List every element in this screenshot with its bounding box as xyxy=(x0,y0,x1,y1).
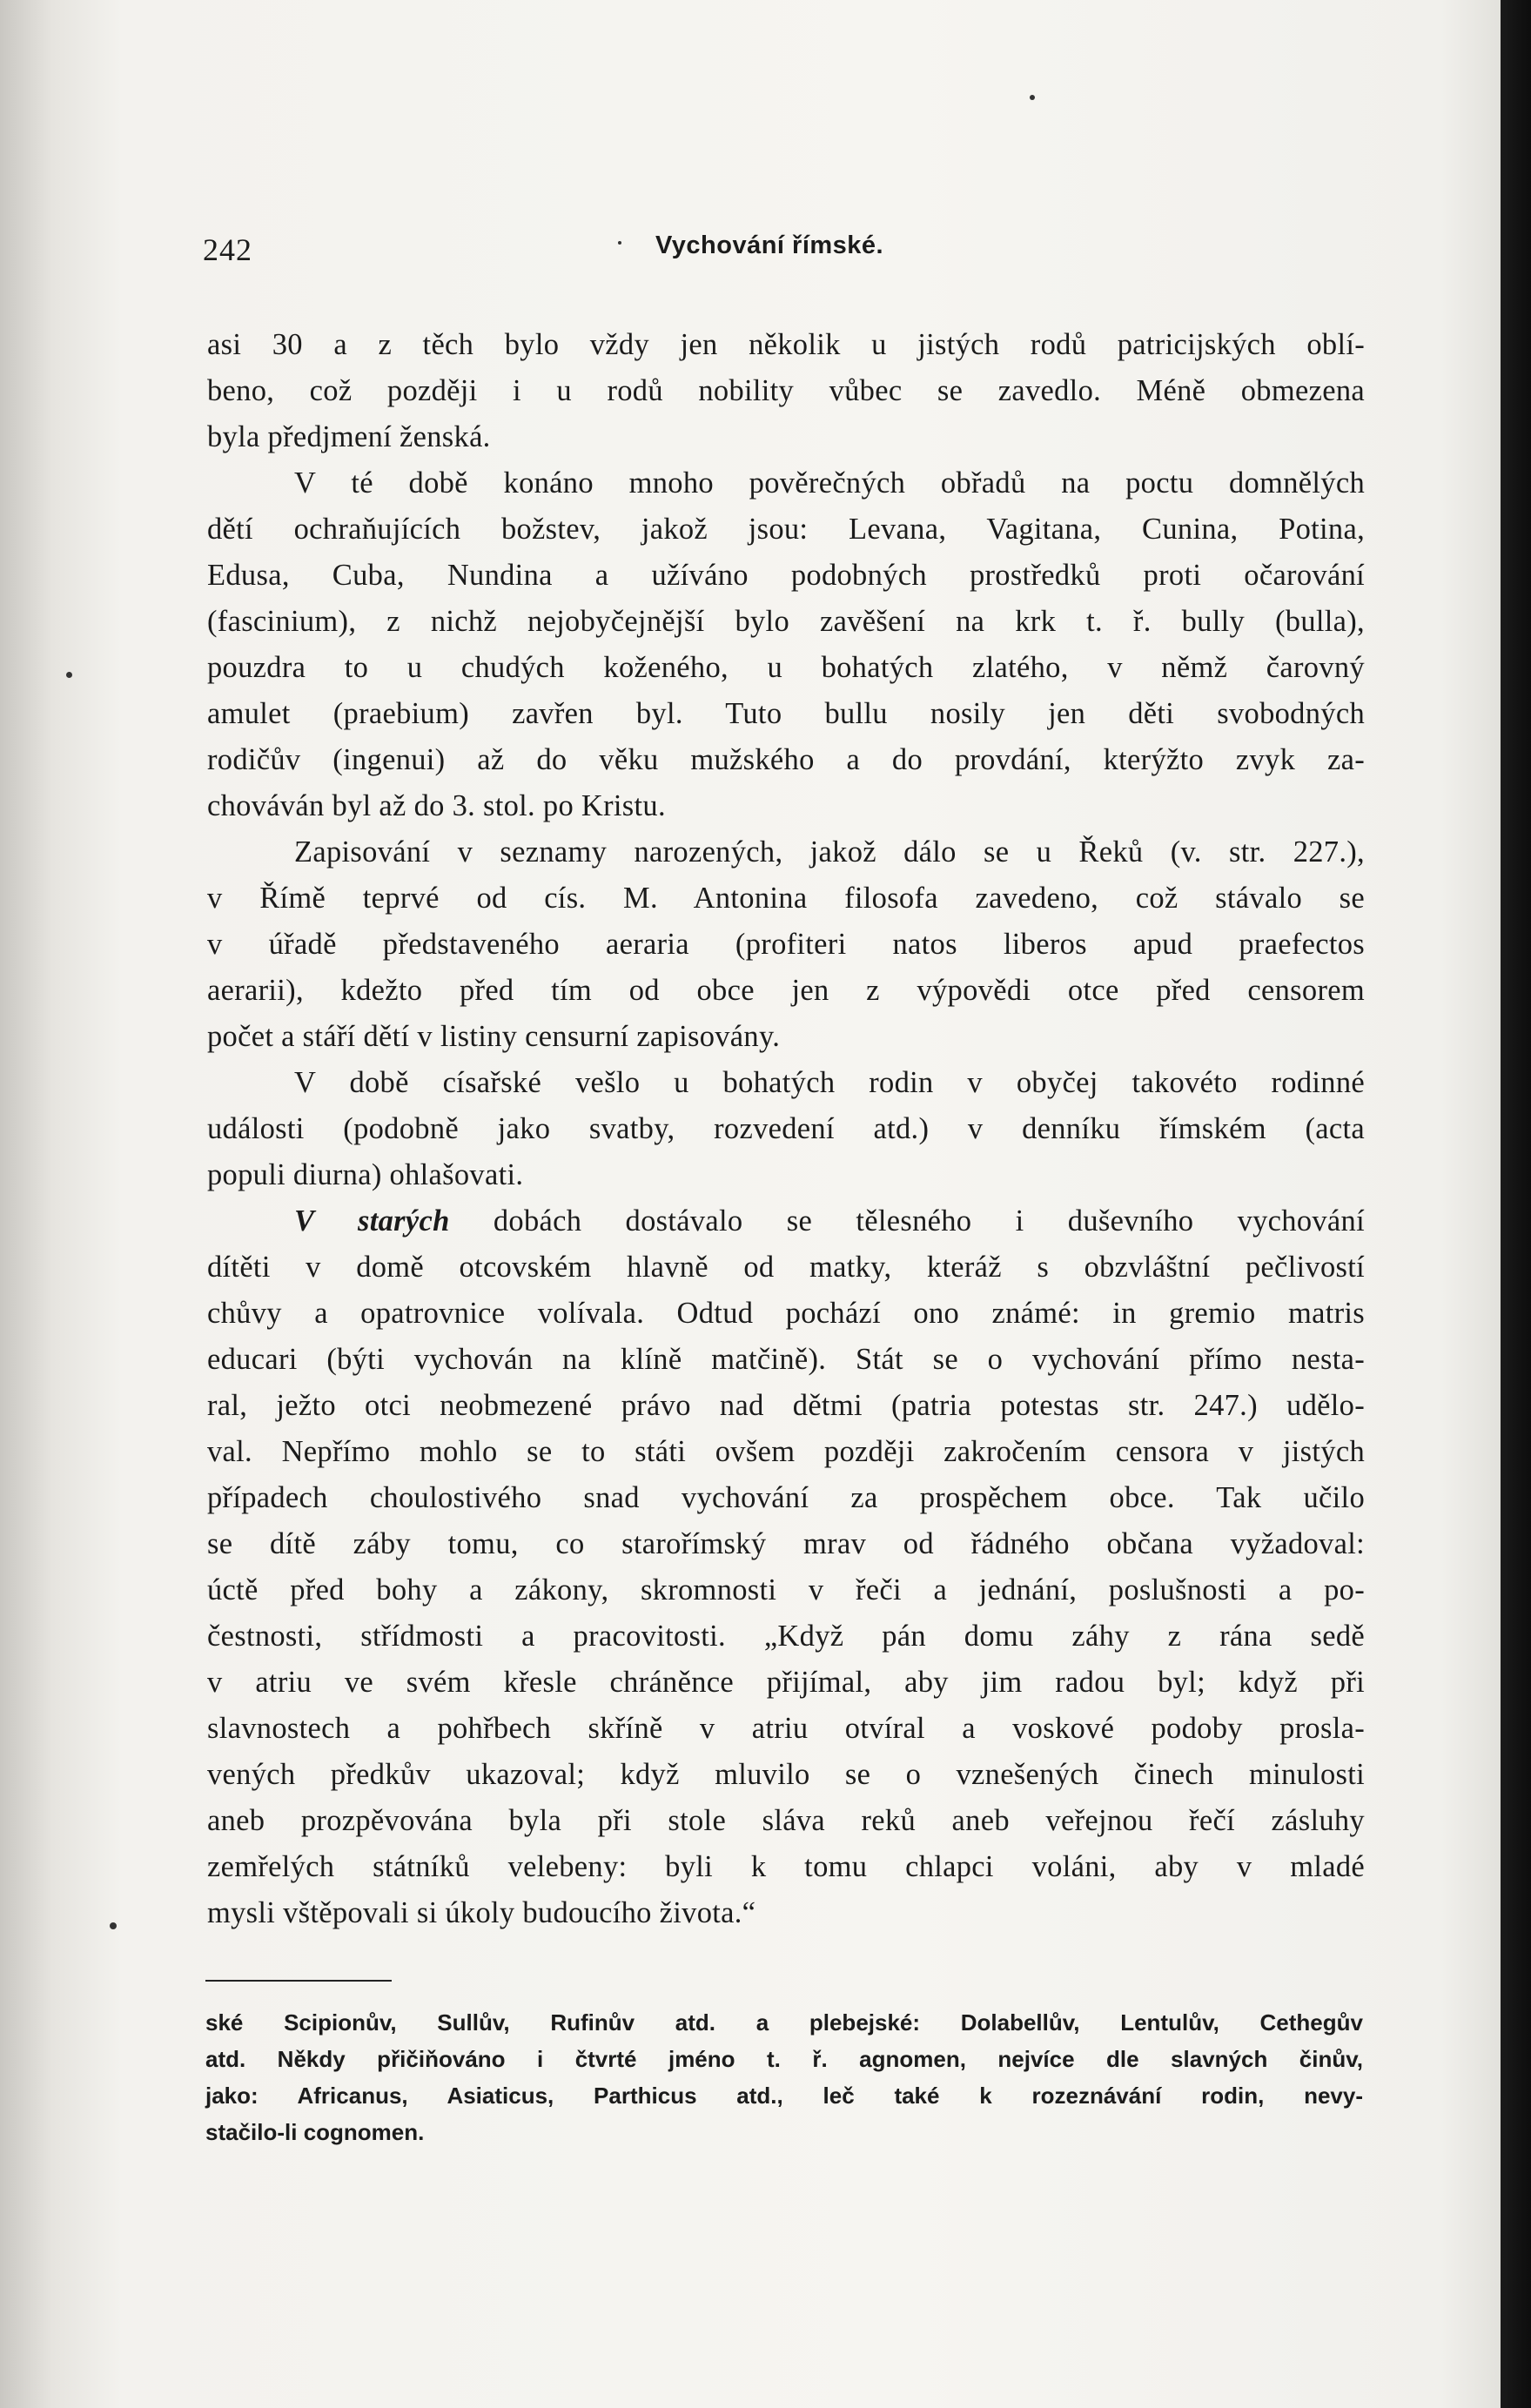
text-line: (fascinium), z nichž nejobyčejnější bylo zavěšení na krk t. ř. bully (bulla), xyxy=(207,605,1365,638)
text-line: v Římě teprvé od cís. M. Antonina filosofa zavedeno, což stávalo se xyxy=(207,882,1365,915)
text-line: asi 30 a z těch bylo vždy jen několik u jistých rodů patricijských oblí- xyxy=(207,328,1365,361)
text-line: Zapisování v seznamy narozených, jakož dálo se u Řeků (v. str. 227.), xyxy=(294,835,1365,869)
text-line: ral, ježto otci neobmezené právo nad dětmi (patria potestas str. 247.) udělo- xyxy=(207,1389,1365,1422)
text-line: v atriu ve svém křesle chráněnce přijímal, aby jim radou byl; když při xyxy=(207,1666,1365,1699)
text-line: chůvy a opatrovnice volívala. Odtud pochází ono známé: in gremio matris xyxy=(207,1297,1365,1330)
text-line: zemřelých státníků velebeny: byli k tomu chlapci voláni, aby v mladé xyxy=(207,1850,1365,1883)
ink-speck xyxy=(110,1922,117,1929)
chapter-title: Vychování římské. xyxy=(655,231,884,259)
text-line: aneb prozpěvována byla při stole sláva reků aneb veřejnou řečí zásluhy xyxy=(207,1804,1365,1837)
text-line: pouzdra to u chudých koženého, u bohatých zlatého, v němž čarovný xyxy=(207,651,1365,684)
text-line-rest: dobách dostávalo se tělesného i duševního vychování xyxy=(493,1204,1365,1238)
text-line: byla předjmení ženská. xyxy=(207,420,491,453)
text-line: beno, což později i u rodů nobility vůbec se zavedlo. Méně obmezena xyxy=(207,374,1365,407)
page-edge xyxy=(1501,0,1531,2408)
text-line: čestnosti, střídmosti a pracovitosti. „Když pán domu záhy z rána sedě xyxy=(207,1620,1365,1653)
text-line: úctě před bohy a zákony, skromnosti v řeči a jednání, poslušnosti a po- xyxy=(207,1573,1365,1606)
footnote xyxy=(205,2004,1363,2150)
text-line: populi diurna) ohlašovati. xyxy=(207,1158,524,1191)
text-line: amulet (praebium) zavřen byl. Tuto bullu nosily jen děti svobodných xyxy=(207,697,1365,730)
footnote-separator xyxy=(205,1980,392,1982)
footnote-line: ské Scipionův, Sullův, Rufinův atd. a plebejské: Dolabellův, Lentulův, Cethegův xyxy=(205,2009,1363,2036)
text-line: val. Nepřímo mohlo se to státi ovšem později zakročením censora v jistých xyxy=(207,1435,1365,1468)
text-line: mysli vštěpovali si úkoly budoucího života.“ xyxy=(207,1896,756,1929)
text-line: případech choulostivého snad vychování za prospěchem obce. Tak učilo xyxy=(207,1481,1365,1514)
text-line: slavnostech a pohřbech skříně v atriu otvíral a voskové podoby prosla- xyxy=(207,1712,1365,1745)
running-head xyxy=(203,231,1365,275)
text-line: chováván byl až do 3. stol. po Kristu. xyxy=(207,789,666,822)
text-line: aerarii), kdežto před tím od obce jen z výpovědi otce před censorem xyxy=(207,974,1365,1007)
emphasis-text: V starých xyxy=(294,1204,450,1238)
text-line: počet a stáří dětí v listiny censurní zapisovány. xyxy=(207,1020,781,1053)
text-line: Edusa, Cuba, Nundina a užíváno podobných prostředků proti očarování xyxy=(207,559,1365,592)
ink-speck xyxy=(1030,95,1035,100)
text-line: educari (býti vychován na klíně matčině). Stát se o vychování přímo nesta- xyxy=(207,1343,1365,1376)
text-line: V té době konáno mnoho pověrečných obřadů na poctu domnělých xyxy=(294,466,1365,500)
footnote-line: stačilo-li cognomen. xyxy=(205,2119,425,2145)
text-line: V době císařské vešlo u bohatých rodin v obyčej takovéto rodinné xyxy=(294,1066,1365,1099)
text-line: dětí ochraňujících božstev, jakož jsou: Levana, Vagitana, Cunina, Potina, xyxy=(207,513,1365,546)
footnote-line: atd. Někdy přičiňováno i čtvrté jméno t. ř. agnomen, nejvíce dle slavných činův, xyxy=(205,2046,1363,2072)
ink-speck xyxy=(618,241,621,245)
text-line: události (podobně jako svatby, rozvedení atd.) v denníku římském (acta xyxy=(207,1112,1365,1145)
text-line: se dítě záby tomu, co starořímský mrav od řádného občana vyžadoval: xyxy=(207,1527,1365,1560)
text-line: v úřadě představeného aeraria (profiteri natos liberos apud praefectos xyxy=(207,928,1365,961)
body-text xyxy=(207,322,1365,1936)
text-line: dítěti v domě otcovském hlavně od matky, kteráž s obzvláštní pečlivostí xyxy=(207,1251,1365,1284)
ink-speck xyxy=(66,672,72,678)
page-number: 242 xyxy=(203,232,252,267)
text-line xyxy=(207,1198,1365,1244)
text-line: vených předkův ukazoval; když mluvilo se o vznešených činech minulosti xyxy=(207,1758,1365,1791)
text-line: rodičův (ingenui) až do věku mužského a do provdání, kterýžto zvyk za- xyxy=(207,743,1365,776)
footnote-line: jako: Africanus, Asiaticus, Parthicus atd., leč také k rozeznávání rodin, nevy- xyxy=(205,2083,1363,2109)
